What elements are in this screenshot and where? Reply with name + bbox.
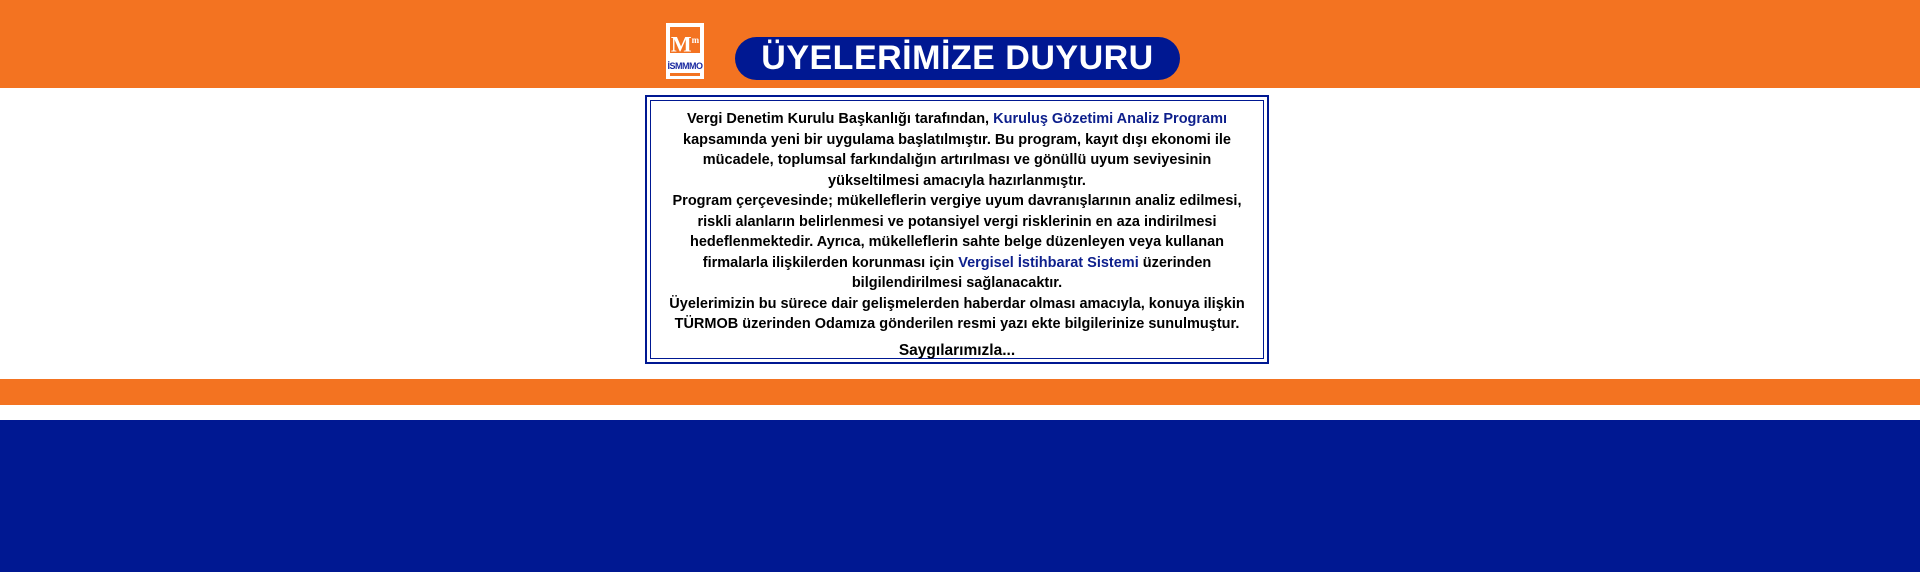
system-name-highlight: Vergisel İstihbarat Sistemi <box>958 254 1139 271</box>
logo-text: İSMMMO <box>667 61 703 71</box>
notice-paragraph-3: Üyelerimizin bu sürece dair gelişmelerden haberdar olması amacıyla, konuya ilişkin TÜRMOB üzerinden Odamıza gönderilen resmi yazı ekte bilgilerinize sunulmuştur. <box>669 295 1245 332</box>
ismmmo-logo <box>665 22 705 80</box>
logo-mark: $M^m$ <box>670 27 700 53</box>
middle-orange-band <box>0 379 1920 405</box>
notice-paragraph-2: Program çerçevesinde; mükelleflerin vergiye uyum davranışlarının analiz edilmesi, riskli alanların belirlenmesi ve potansiyel vergi risklerinin en aza indirilmesi hedeflenmektedir. Ayrıca, mükelleflerin sahte belge düzenleyen veya kullanan firmalarla ilişkilerden korunması için Vergisel İstihbarat Sistemi üzerinden bilgilendirilmesi sağlanacaktır. <box>672 193 1242 291</box>
notice-box <box>645 95 1269 364</box>
bottom-navy-band <box>0 420 1920 572</box>
logo-bar <box>670 73 700 76</box>
announcement-banner: ÜYELERİMİZE DUYURU <box>735 37 1180 80</box>
notice-content <box>650 100 1264 359</box>
program-name-highlight: Kuruluş Gözetimi Analiz Programı <box>993 111 1228 127</box>
notice-paragraph-1: Vergi Denetim Kurulu Başkanlığı tarafından, Kuruluş Gözetimi Analiz Programı kapsamında yeni bir uygulama başlatılmıştır. Bu program, kayıt dışı ekonomi ile mücadele, toplumsal farkındalığın artırılması ve gönüllü uyum seviyesinin yükseltilmesi amacıyla hazırlanmıştır. <box>683 111 1231 189</box>
closing-text: Saygılarımızla... <box>898 341 1016 359</box>
